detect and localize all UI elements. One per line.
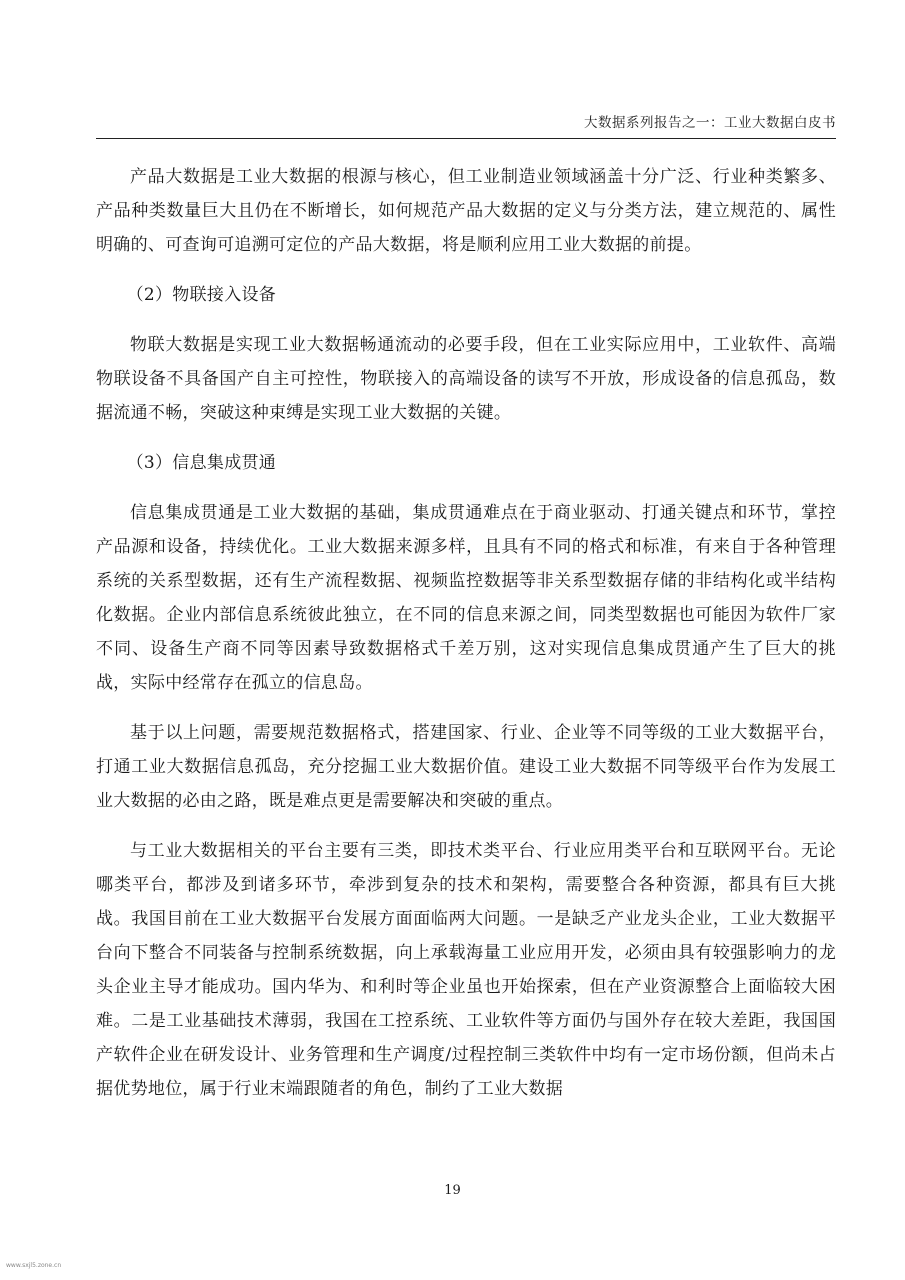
paragraph-iot-big-data: 物联大数据是实现工业大数据畅通流动的必要手段，但在工业实际应用中，工业软件、高端物联设备不具备国产自主可控性，物联接入的高端设备的读写不开放，形成设备的信息孤岛，数据流通不畅，突破这种束缚是实现工业大数据的关键。 [96, 335, 836, 423]
paragraph-info-integration: 信息集成贯通是工业大数据的基础，集成贯通难点在于商业驱动、打通关键点和环节，掌控产品源和设备，持续优化。工业大数据来源多样，且具有不同的格式和标准，有来自于各种管理系统的关系型数据，还有生产流程数据、视频监控数据等非关系型数据存储的非结构化或半结构化数据。企业内部信息系统彼此独立，在不同的信息来源之间，同类型数据也可能因为软件厂家不同、设备生产商不同等因素导致数据格式千差万别，这对实现信息集成贯通产生了巨大的挑战，实际中经常存在孤立的信息岛。 [96, 503, 836, 693]
paragraph-platform-standards: 基于以上问题，需要规范数据格式，搭建国家、行业、企业等不同等级的工业大数据平台，打通工业大数据信息孤岛，充分挖掘工业大数据价值。建设工业大数据不同等级平台作为发展工业大数据的必由之路，既是难点更是需要解决和突破的重点。 [96, 723, 836, 811]
paragraph-platform-types: 与工业大数据相关的平台主要有三类，即技术类平台、行业应用类平台和互联网平台。无论哪类平台，都涉及到诸多环节，牵涉到复杂的技术和架构，需要整合各种资源，都具有巨大挑战。我国目前在工业大数据平台发展方面面临两大问题。一是缺乏产业龙头企业，工业大数据平台向下整合不同装备与控制系统数据，向上承载海量工业应用开发，必须由具有较强影响力的龙头企业主导才能成功。国内华为、和利时等企业虽也开始探索，但在产业资源整合上面临较大困难。二是工业基础技术薄弱，我国在工控系统、工业软件等方面仍与国外存在较大差距，我国国产软件企业在研发设计、业务管理和生产调度/过程控制三类软件中均有一定市场份额，但尚未占据优势地位，属于行业末端跟随者的角色，制约了工业大数据 [96, 841, 836, 1099]
section-heading-info-integration: （3）信息集成贯通 [126, 453, 277, 473]
watermark-text: www.sxjl5.zone.cn [6, 1262, 62, 1269]
section-heading-iot-access: （2）物联接入设备 [126, 285, 277, 305]
page-number: 19 [444, 1183, 461, 1198]
running-header: 大数据系列报告之一：工业大数据白皮书 [584, 115, 836, 131]
paragraph-product-big-data: 产品大数据是工业大数据的根源与核心，但工业制造业领域涵盖十分广泛、行业种类繁多、产品种类数量巨大且仍在不断增长，如何规范产品大数据的定义与分类方法，建立规范的、属性明确的、可查询可追溯可定位的产品大数据，将是顺利应用工业大数据的前提。 [96, 167, 836, 255]
page-body [96, 160, 836, 1122]
header-divider [96, 138, 836, 139]
